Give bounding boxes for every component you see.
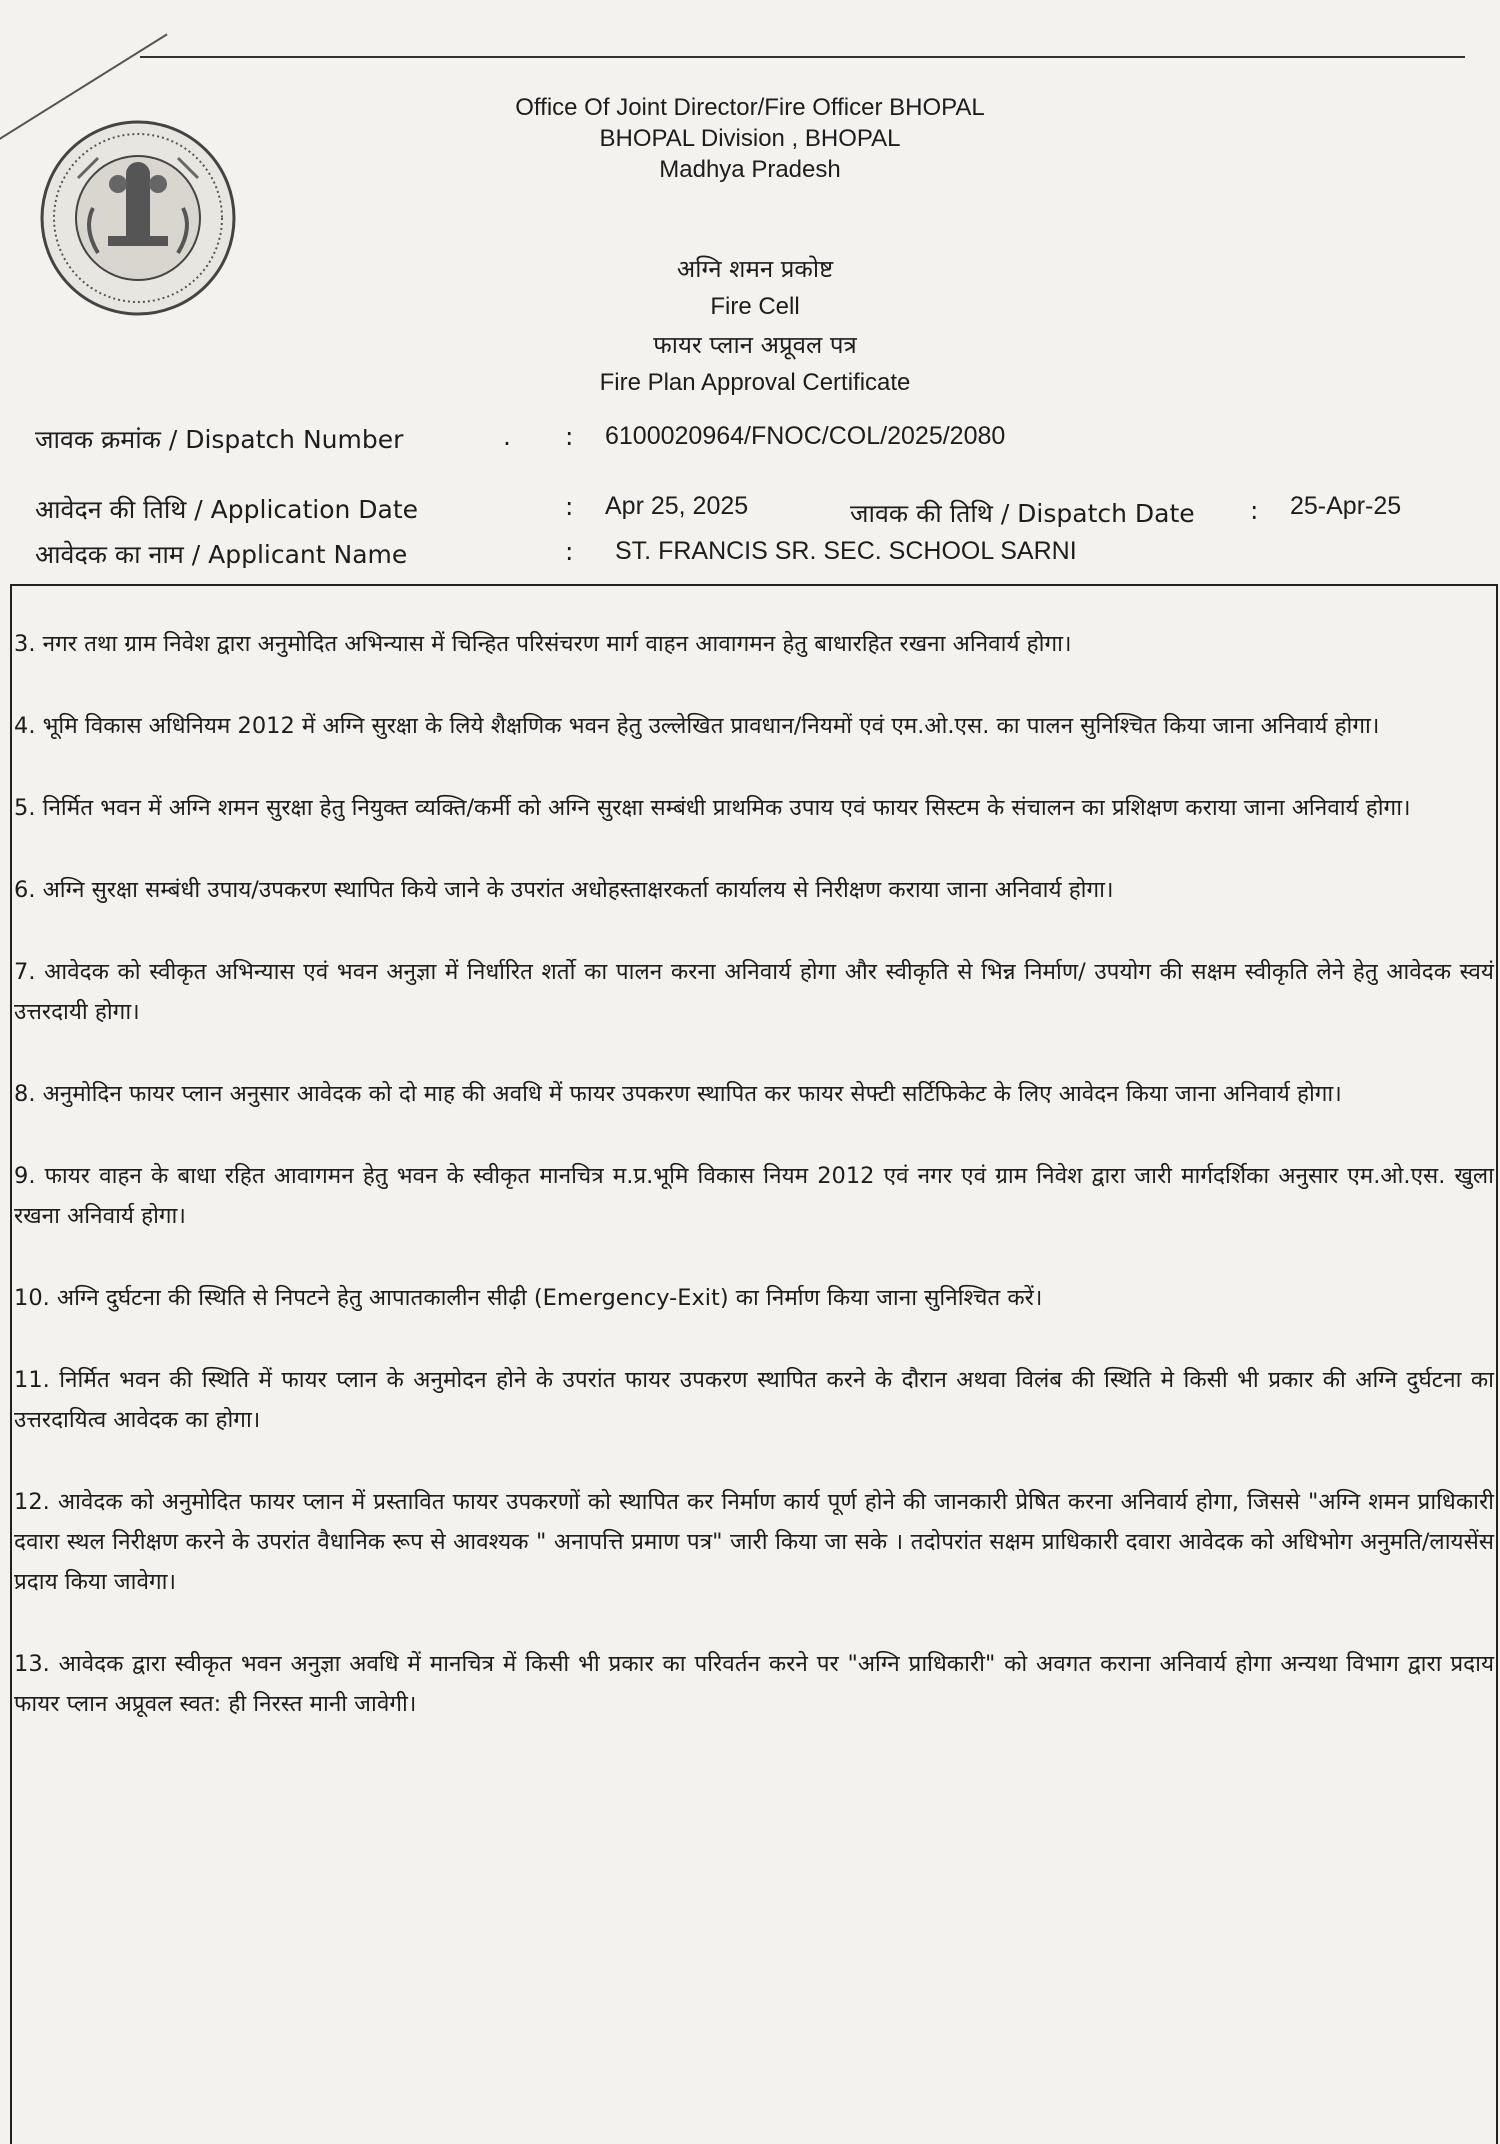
condition-item: 5. निर्मित भवन में अग्नि शमन सुरक्षा हेतु नियुक्त व्यक्ति/कर्मी को अग्नि सुरक्षा सम्बंधी प्राथमिक उपाय एवं फायर सिस्टम के संचालन का प्रशिक्षण कराया जाना अनिवार्य होगा।: [14, 795, 1411, 821]
condition-item: 13. आवेदक द्वारा स्वीकृत भवन अनुज्ञा अवधि में मानचित्र में किसी भी प्रकार का परिवर्तन करने पर "अग्नि प्राधिकारी" को अवगत कराना अनिवार्य होगा अन्यथा विभाग द्वारा प्रदाय फायर प्लान अप्रूवल स्वत: ही निरस्त मानी जावेगी।: [14, 1651, 1494, 1717]
dispatch-number-value: 6100020964/FNOC/COL/2025/2080: [605, 422, 1006, 450]
government-seal-emblem: [38, 118, 238, 318]
dispatch-date-label: जावक की तिथि / Dispatch Date: [850, 499, 1195, 528]
top-rule: [140, 56, 1465, 58]
office-line-1: Office Of Joint Director/Fire Officer BHOPAL: [515, 94, 985, 121]
colon: :: [565, 422, 574, 451]
condition-item: 8. अनुमोदिन फायर प्लान अनुसार आवेदक को दो माह की अवधि में फायर उपकरण स्थापित कर फायर सेफ्टी सर्टिफिकेट के लिए आवेदन किया जाना अनिवार्य होगा।: [14, 1081, 1342, 1107]
colon: :: [565, 492, 574, 521]
condition-item: 9. फायर वाहन के बाधा रहित आवागमन हेतु भवन के स्वीकृत मानचित्र म.प्र.भूमि विकास नियम 2012 एवं नगर एवं ग्राम निवेश द्वारा जारी मार्गदर्शिका अनुसार एम.ओ.एस. खुला रखना अनिवार्य होगा।: [14, 1163, 1494, 1229]
dispatch-date-value: 25-Apr-25: [1290, 492, 1402, 520]
colon: :: [565, 537, 574, 566]
dispatch-number-dot: .: [503, 422, 511, 451]
certificate-title: Fire Plan Approval Certificate: [599, 369, 911, 396]
certificate-title-hindi: फायर प्लान अप्रूवल पत्र: [653, 331, 857, 359]
dispatch-number-label: जावक क्रमांक / Dispatch Number: [35, 425, 404, 454]
fire-cell-title: Fire Cell: [710, 293, 800, 320]
condition-item: 6. अग्नि सुरक्षा सम्बंधी उपाय/उपकरण स्थापित किये जाने के उपरांत अधोहस्ताक्षरकर्ता कार्यालय से निरीक्षण कराया जाना अनिवार्य होगा।: [14, 877, 1114, 903]
conditions-list: [14, 624, 1494, 1766]
condition-item: 4. भूमि विकास अधिनियम 2012 में अग्नि सुरक्षा के लिये शैक्षणिक भवन हेतु उल्लेखित प्रावधान/नियमों एवं एम.ओ.एस. का पालन सुनिश्चित किया जाना अनिवार्य होगा।: [14, 713, 1380, 739]
condition-item: 7. आवेदक को स्वीकृत अभिन्यास एवं भवन अनुज्ञा में निर्धारित शर्तो का पालन करना अनिवार्य होगा और स्वीकृति से भिन्न निर्माण/ उपयोग की सक्षम स्वीकृति लेने हेतु आवेदक स्वयं उत्तरदायी होगा।: [14, 959, 1494, 1025]
office-line-3: Madhya Pradesh: [659, 156, 841, 183]
applicant-name-label: आवेदक का नाम / Applicant Name: [35, 540, 408, 569]
document-titles: [520, 250, 990, 402]
condition-item: 12. आवेदक को अनुमोदित फायर प्लान में प्रस्तावित फायर उपकरणों को स्थापित कर निर्माण कार्य पूर्ण होने की जानकारी प्रेषित करना अनिवार्य होगा, जिससे "अग्नि शमन प्राधिकारी दवारा स्थल निरीक्षण करने के उपरांत वैधानिक रूप से आवश्यक " अनापत्ति प्रमाण पत्र" जारी किया जा सके । तदोपरांत सक्षम प्राधिकारी दवारा आवेदक को अधिभोग अनुमति/लायसेंस प्रदाय किया जावेगा।: [14, 1489, 1494, 1595]
condition-item: 11. निर्मित भवन की स्थिति में फायर प्लान के अनुमोदन होने के उपरांत फायर उपकरण स्थापित करने के दौरान अथवा विलंब की स्थिति मे किसी भी प्रकार की अग्नि दुर्घटना का उत्तरदायित्व आवेदक का होगा।: [14, 1367, 1494, 1433]
colon: :: [1250, 496, 1259, 525]
office-line-2: BHOPAL Division , BHOPAL: [599, 125, 901, 152]
fire-cell-title-hindi: अग्नि शमन प्रकोष्ट: [676, 255, 834, 283]
application-date-value: Apr 25, 2025: [605, 492, 749, 520]
condition-item: 3. नगर तथा ग्राम निवेश द्वारा अनुमोदित अभिन्यास में चिन्हित परिसंचरण मार्ग वाहन आवागमन हेतु बाधारहित रखना अनिवार्य होगा।: [14, 631, 1072, 657]
application-date-label: आवेदन की तिथि / Application Date: [35, 495, 419, 524]
condition-item: 10. अग्नि दुर्घटना की स्थिति से निपटने हेतु आपातकालीन सीढ़ी (Emergency-Exit) का निर्माण किया जाना सुनिश्चित करें।: [14, 1285, 1043, 1311]
applicant-name-value: ST. FRANCIS SR. SEC. SCHOOL SARNI: [615, 537, 1077, 565]
office-header: [440, 92, 1060, 185]
